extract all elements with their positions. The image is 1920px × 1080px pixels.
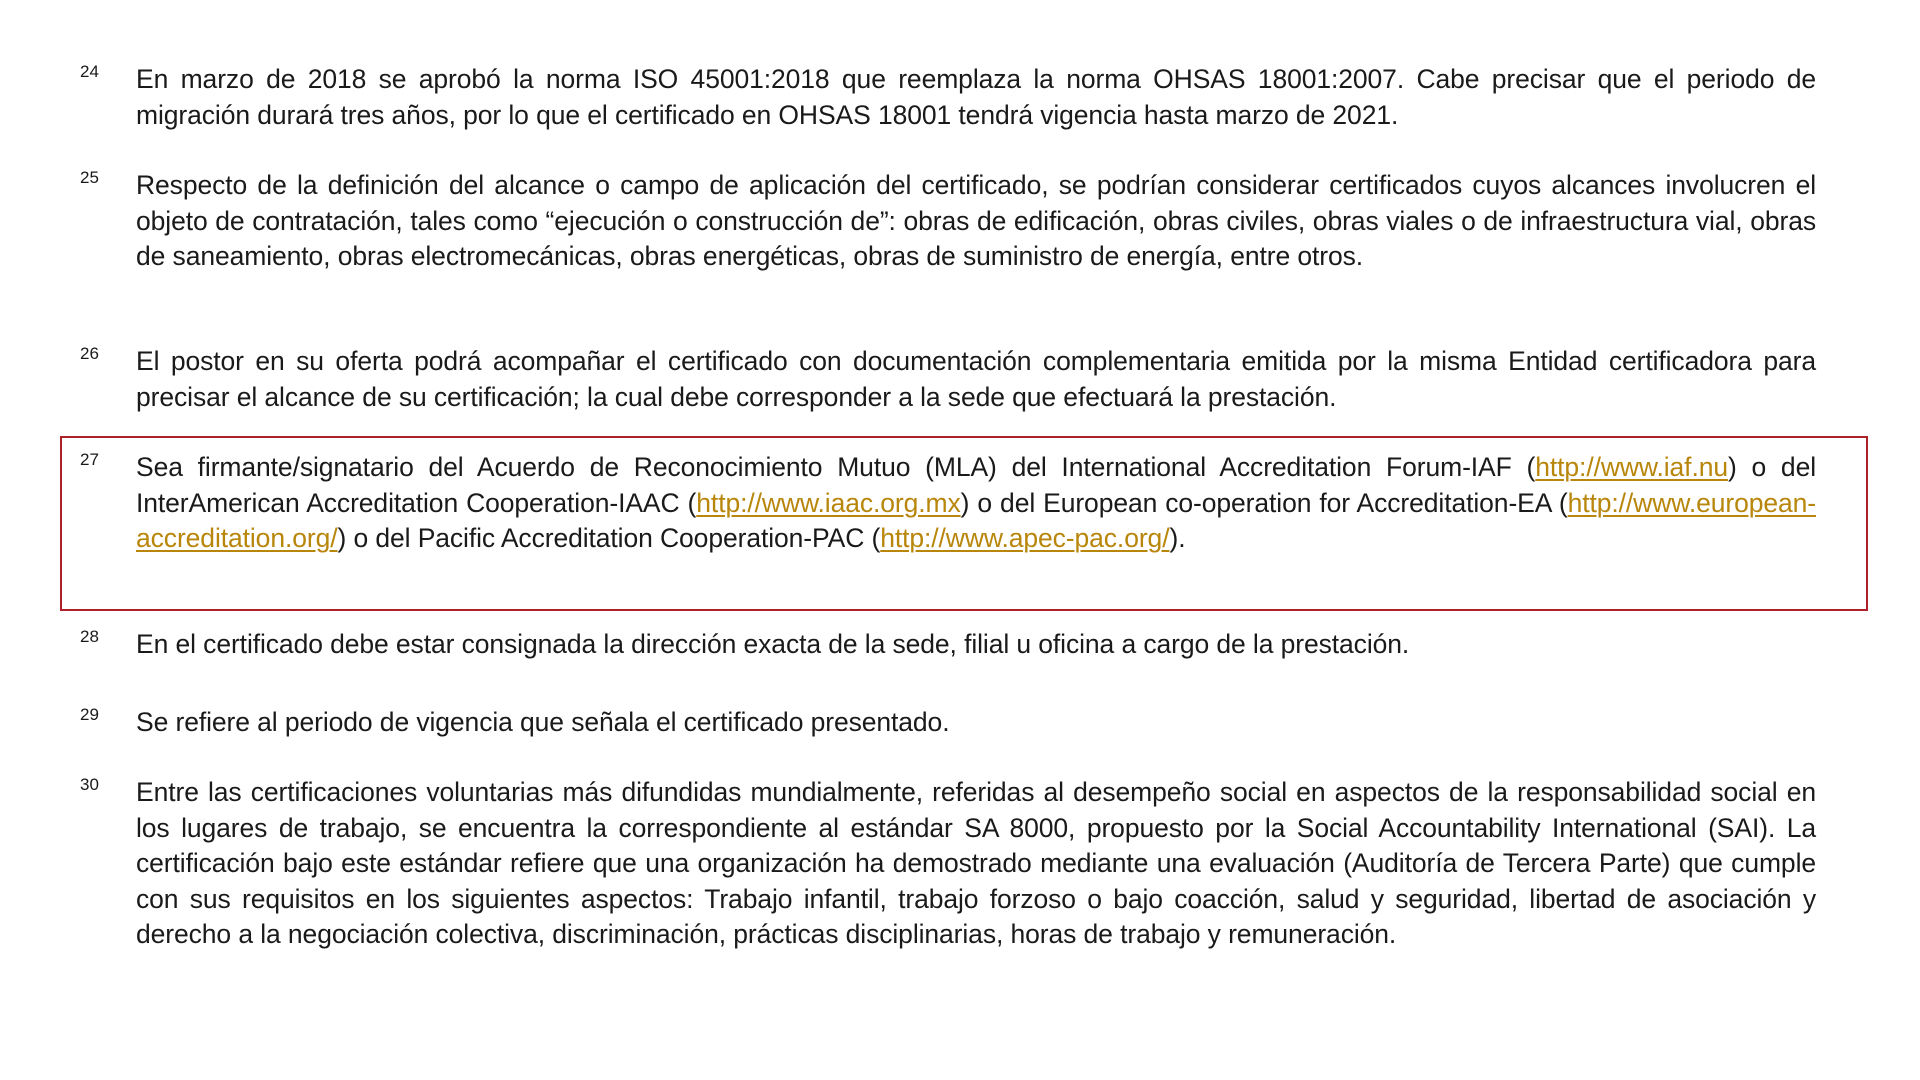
footnote-number: 26 [80, 344, 99, 363]
footnote-text-segment: ) o del Pacific Accreditation Cooperation-PAC ( [337, 523, 881, 553]
footnote-text: En marzo de 2018 se aprobó la norma ISO 45001:2018 que reemplaza la norma OHSAS 18001:2007. Cabe precisar que el periodo de migración durará tres años, por lo que el certificado en OHSAS 18001 tendrá vigencia hasta marzo de 2021. [136, 64, 1816, 130]
footnote-text-segment: ). [1169, 523, 1186, 553]
footnote-text-segment: ) o del European co-operation for Accreditation-EA ( [960, 487, 1568, 518]
footnote-text-segment: ) o del InterAmerican Accreditation Cooperation-IAAC ( [136, 452, 1816, 518]
apec-pac-link[interactable]: http://www.apec-pac.org/ [880, 523, 1170, 553]
iaf-link[interactable]: http://www.iaf.nu [1535, 452, 1728, 482]
footnote-text: Respecto de la definición del alcance o campo de aplicación del certificado, se podrían considerar certificados cuyos alcances involucren el objeto de contratación, tales como “ejecución o construcción de”: obras de edificación, obras civiles, obras viales o de infraestructura vial, obras de saneamiento, obras electromecánicas, obras energéticas, obras de suministro de energía, entre otros. [136, 170, 1816, 271]
iaac-link[interactable]: http://www.iaac.org.mx [696, 487, 961, 518]
footnote-number: 28 [80, 627, 99, 646]
footnote-text: Se refiere al periodo de vigencia que señala el certificado presentado. [136, 707, 950, 737]
footnote-text: El postor en su oferta podrá acompañar el certificado con documentación complementaria emitida por la misma Entidad certificadora para precisar el alcance de su certificación; la cual debe corresponder a la sede que efectuará la prestación. [136, 346, 1816, 412]
footnote-text: En el certificado debe estar consignada la dirección exacta de la sede, filial u oficina a cargo de la prestación. [136, 629, 1410, 659]
footnote-text-segment: Sea firmante/signatario del Acuerdo de Reconocimiento Mutuo (MLA) del International Accreditation Forum-IAF ( [136, 452, 1536, 482]
footnote-number: 25 [80, 168, 99, 187]
footnote-number: 29 [80, 705, 99, 724]
footnote-text [136, 450, 1816, 557]
footnote-number: 30 [80, 775, 99, 794]
footnote-number: 27 [80, 450, 99, 469]
footnote-number: 24 [80, 62, 99, 81]
footnote-text: Entre las certificaciones voluntarias más difundidas mundialmente, referidas al desempeño social en aspectos de la responsabilidad social en los lugares de trabajo, se encuentra la correspondiente al estándar SA 8000, propuesto por la Social Accountability International (SAI). La certificación bajo este estándar refiere que una organización ha demostrado mediante una evaluación (Auditoría de Tercera Parte) que cumple con sus requisitos en los siguientes aspectos: Trabajo infantil, trabajo forzoso o bajo coacción, salud y seguridad, libertad de asociación y derecho a la negociación colectiva, discriminación, prácticas disciplinarias, horas de trabajo y remuneración. [136, 777, 1816, 949]
european-accreditation-link[interactable]: http://www.european-accreditation.org/ [136, 487, 1817, 553]
